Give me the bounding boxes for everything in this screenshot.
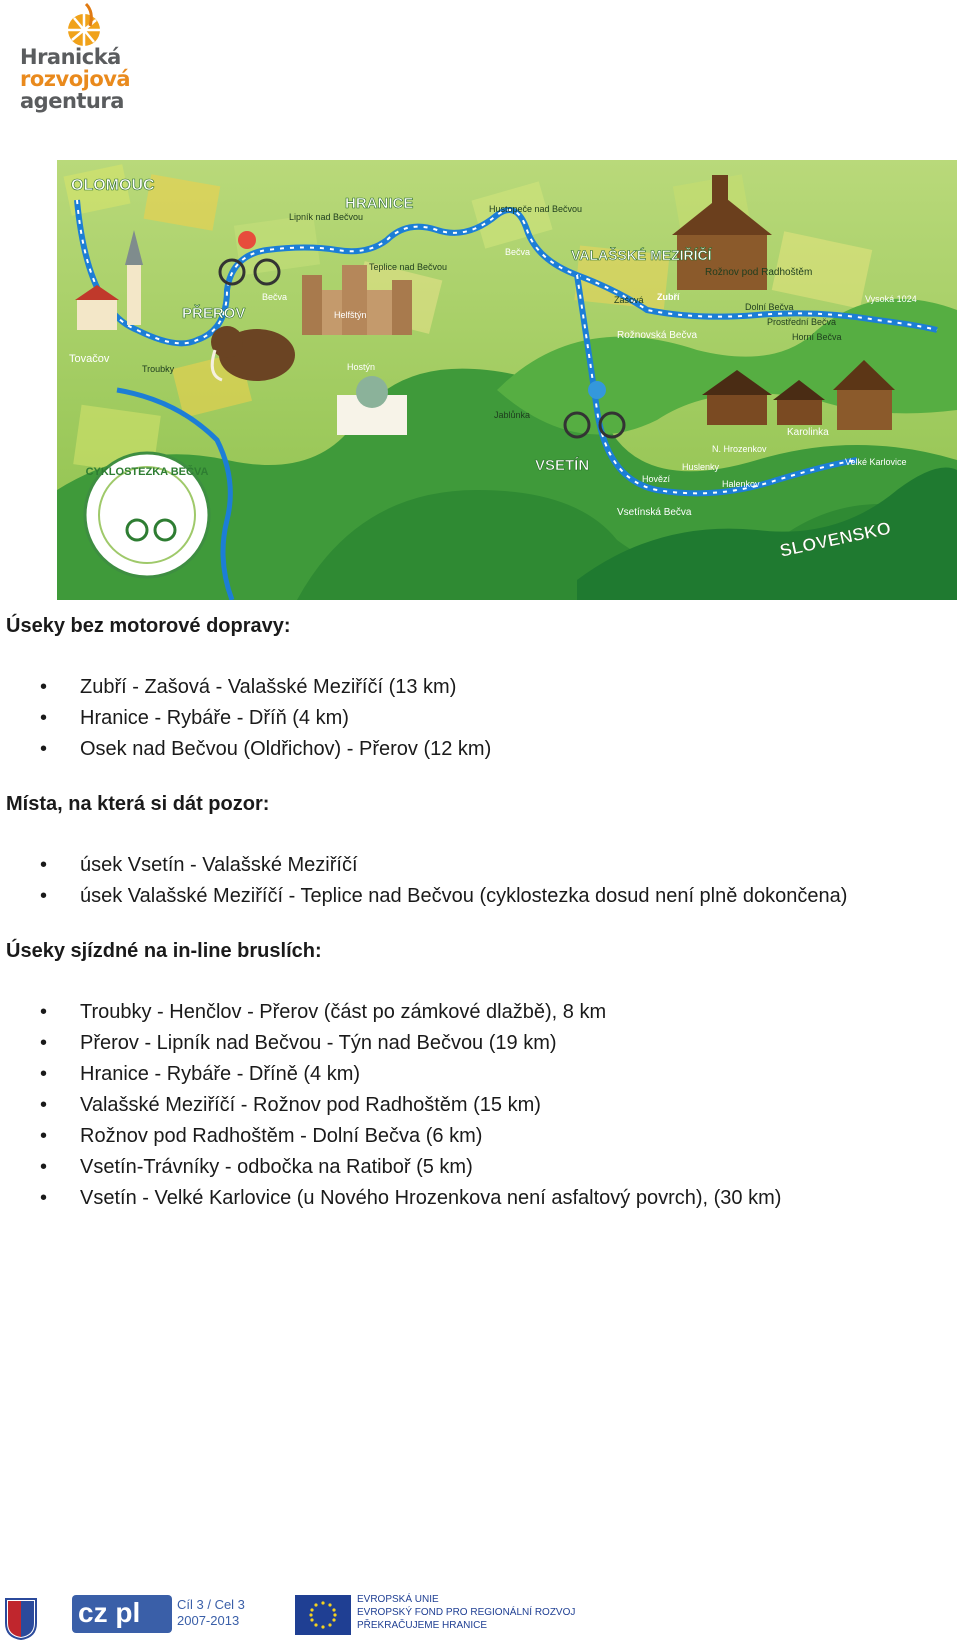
label-zasova: Zašová xyxy=(614,295,644,305)
label-vsetinska: Vsetínská Bečva xyxy=(617,507,692,518)
label-becva-2: Bečva xyxy=(505,247,531,257)
eu-line-1: EVROPSKÁ UNIE xyxy=(357,1594,439,1605)
list-no-traffic xyxy=(6,672,956,765)
label-lipnik: Lipník nad Bečvou xyxy=(289,212,364,222)
list-item: • úsek Valašské Meziříčí - Teplice nad Bečvou (cyklostezka dosud není plně dokončena) xyxy=(6,881,956,912)
list-item: • Zubří - Zašová - Valašské Meziříčí (13 km) xyxy=(6,672,956,703)
label-teplice: Teplice nad Bečvou xyxy=(369,262,448,272)
label-helfstyn: Helfštýn xyxy=(334,310,367,320)
label-valmez: VALAŠSKÉ MEZIŘÍČÍ xyxy=(571,247,712,263)
label-hovezi: Hovězí xyxy=(642,474,671,484)
czpl-logo xyxy=(72,1595,172,1633)
label-velke: Velké Karlovice xyxy=(845,457,907,467)
eu-text xyxy=(357,1593,575,1632)
cyklostezka-badge xyxy=(85,453,209,577)
label-becva-1: Bečva xyxy=(262,292,288,302)
route-map xyxy=(57,160,957,600)
list-item: • Valašské Meziříčí - Rožnov pod Radhoštěm (15 km) xyxy=(6,1090,956,1121)
badge-label: CYKLOSTEZKA BEČVA xyxy=(85,466,209,478)
label-zubri: Zubří xyxy=(657,292,680,302)
label-huslenky: Huslenky xyxy=(682,462,720,472)
list-item: • Vsetín-Trávníky - odbočka na Ratiboř (5 km) xyxy=(6,1152,956,1183)
label-jablunka: Jablůnka xyxy=(494,410,531,420)
list-item: • Přerov - Lipník nad Bečvou - Týn nad Bečvou (19 km) xyxy=(6,1028,956,1059)
label-olomouc: OLOMOUC xyxy=(71,177,155,194)
document-body xyxy=(6,611,956,1214)
section-title-no-traffic: Úseky bez motorové dopravy: xyxy=(6,615,291,637)
label-roznovska: Rožnovská Bečva xyxy=(617,330,698,341)
label-horni: Horní Bečva xyxy=(792,332,842,342)
label-roznov: Rožnov pod Radhoštěm xyxy=(705,267,813,278)
agency-logo xyxy=(14,2,131,132)
list-item: • Hranice - Rybáře - Dříň (4 km) xyxy=(6,703,956,734)
label-hustopece: Hustopeče nad Bečvou xyxy=(489,204,583,214)
list-item: • Osek nad Bečvou (Oldřichov) - Přerov (12 km) xyxy=(6,734,956,765)
section-title-caution: Místa, na která si dát pozor: xyxy=(6,793,270,815)
label-prostredni: Prostřední Bečva xyxy=(767,317,837,327)
cil-years: 2007-2013 xyxy=(177,1613,240,1628)
list-caution xyxy=(6,850,956,912)
label-hostyn: Hostýn xyxy=(347,362,376,372)
cil-label: Cíl 3 / Cel 3 xyxy=(177,1597,245,1612)
list-item: • Rožnov pod Radhoštěm - Dolní Bečva (6 km) xyxy=(6,1121,956,1152)
label-vysoka: Vysoká 1024 xyxy=(865,294,917,304)
label-dolni: Dolní Bečva xyxy=(745,302,794,312)
label-hranice: HRANICE xyxy=(345,195,414,212)
logo-line-1: Hranická xyxy=(20,45,121,69)
logo-line-3: agentura xyxy=(20,89,124,113)
label-troubky: Troubky xyxy=(142,364,175,374)
route-map-illustration xyxy=(57,160,957,600)
czpl-text: cz pl xyxy=(78,1597,141,1628)
label-vsetin: VSETÍN xyxy=(535,457,590,474)
label-slovensko: SLOVENSKO xyxy=(777,517,893,561)
region-emblem-icon xyxy=(4,1597,38,1641)
list-inline xyxy=(6,997,956,1214)
list-item: • Vsetín - Velké Karlovice (u Nového Hrozenkova není asfaltový povrch), (30 km) xyxy=(6,1183,956,1214)
label-tovacov: Tovačov xyxy=(69,353,110,365)
list-item: • úsek Vsetín - Valašské Meziříčí xyxy=(6,850,956,881)
eu-flag-icon xyxy=(295,1595,351,1635)
footer-logos xyxy=(0,1585,960,1644)
section-title-inline: Úseky sjízdné na in-line bruslích: xyxy=(6,940,322,962)
label-prerov: PŘEROV xyxy=(182,305,246,322)
label-halenkov: Halenkov xyxy=(722,479,760,489)
label-nhrozenkov: N. Hrozenkov xyxy=(712,444,767,454)
list-item: • Troubky - Henčlov - Přerov (část po zámkové dlažbě), 8 km xyxy=(6,997,956,1028)
cil-text xyxy=(177,1597,245,1629)
logo-text xyxy=(20,46,130,112)
eu-line-3: PŘEKRAČUJEME HRANICE xyxy=(357,1620,488,1631)
list-item: • Hranice - Rybáře - Dříně (4 km) xyxy=(6,1059,956,1090)
logo-line-2: rozvojová xyxy=(20,67,131,91)
label-karolinka: Karolinka xyxy=(787,427,829,438)
eu-line-2: EVROPSKÝ FOND PRO REGIONÁLNÍ ROZVOJ xyxy=(357,1607,576,1618)
